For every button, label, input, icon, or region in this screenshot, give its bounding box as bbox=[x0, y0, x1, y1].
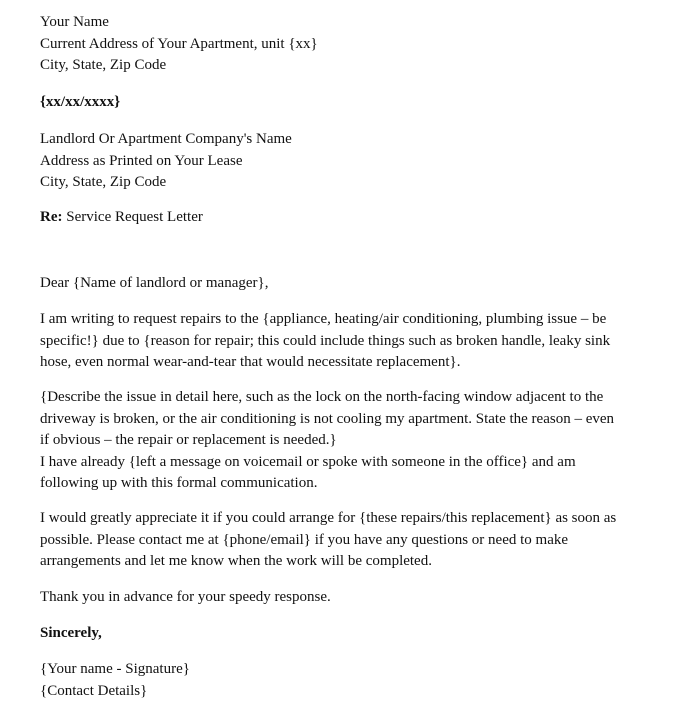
paragraph-line: I am writing to request repairs to the {appliance, heating/air conditioning, plumbing issue – be bbox=[40, 311, 607, 327]
signature-block bbox=[40, 659, 190, 702]
date-block bbox=[40, 92, 120, 114]
letter-date: {xx/xx/xxxx} bbox=[40, 94, 121, 110]
recipient-name: Landlord Or Apartment Company's Name bbox=[40, 131, 292, 147]
signature-contact: {Contact Details} bbox=[40, 682, 148, 699]
thanks-text: Thank you in advance for your speedy response. bbox=[40, 589, 331, 605]
closing bbox=[40, 623, 102, 645]
paragraph-line: possible. Please contact me at {phone/email} if you have any questions or need to make bbox=[40, 531, 569, 548]
sender-address: Current Address of Your Apartment, unit {xx} bbox=[40, 35, 318, 52]
sender-city: City, State, Zip Code bbox=[40, 57, 167, 73]
paragraph-line: driveway is broken, or the air conditioning is not cooling my apartment. State the reason – even bbox=[40, 410, 615, 427]
paragraph-3 bbox=[40, 508, 616, 573]
paragraph-2 bbox=[40, 387, 614, 495]
closing-text: Sincerely, bbox=[40, 625, 102, 641]
signature-name: {Your name - Signature} bbox=[40, 661, 190, 677]
paragraph-line: {Describe the issue in detail here, such as the lock on the north-facing window adjacent to the bbox=[40, 389, 604, 405]
subject-text: Service Request Letter bbox=[66, 209, 203, 225]
paragraph-line: if obvious – the repair or replacement is needed.} bbox=[40, 432, 337, 448]
thanks-line bbox=[40, 587, 331, 609]
paragraph-line: hose, even normal wear-and-tear that would necessitate replacement}. bbox=[40, 354, 461, 370]
recipient-block bbox=[40, 129, 292, 194]
subject-line bbox=[40, 207, 203, 229]
recipient-address: Address as Printed on Your Lease bbox=[40, 152, 243, 169]
sender-name: Your Name bbox=[40, 14, 109, 30]
paragraph-line: specific!} due to {reason for repair; this could include things such as broken handle, leaky sink bbox=[40, 332, 611, 349]
salutation bbox=[40, 273, 268, 295]
sender-block bbox=[40, 12, 318, 77]
paragraph-line: I would greatly appreciate it if you could arrange for {these repairs/this replacement} as soon as bbox=[40, 510, 617, 526]
paragraph-line: I have already {left a message on voicemail or spoke with someone in the office} and am bbox=[40, 453, 576, 470]
salutation-text: Dear {Name of landlord or manager}, bbox=[40, 275, 269, 291]
subject-label: Re: bbox=[40, 209, 63, 225]
paragraph-line: following up with this formal communication. bbox=[40, 475, 318, 491]
paragraph-1 bbox=[40, 309, 610, 374]
paragraph-line: arrangements and let me know when the work will be completed. bbox=[40, 553, 432, 569]
recipient-city: City, State, Zip Code bbox=[40, 174, 167, 190]
